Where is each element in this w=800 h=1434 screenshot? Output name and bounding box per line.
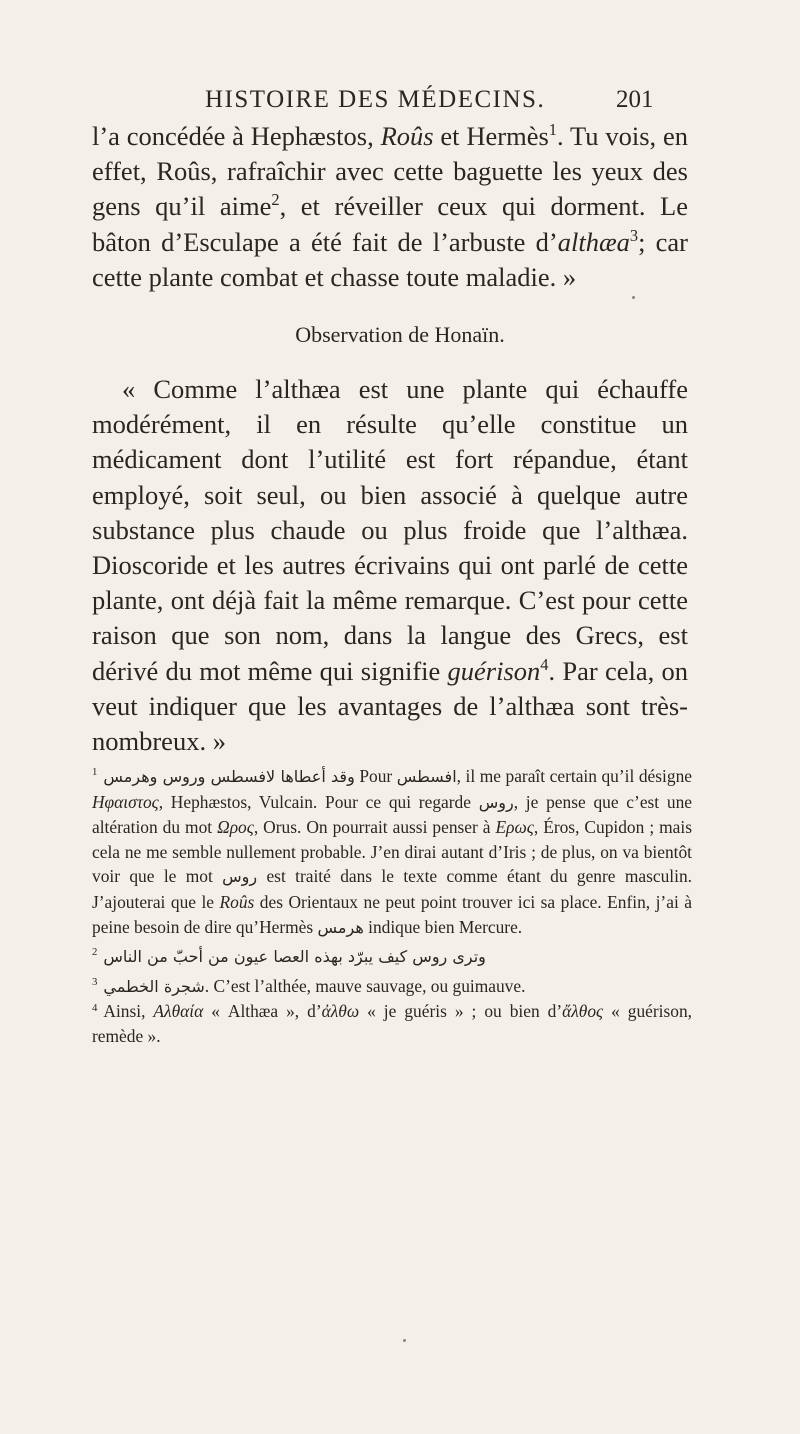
footnote-ref-3[interactable]: 3 xyxy=(629,225,639,245)
text-run: . Par cela, on veut indiquer que les avantages de l’althæa sont très-nombreux. » xyxy=(92,655,688,757)
text-run: des Orientaux ne peut point trouver ici sa place. Enfin, j’ai à peine besoin de dire qu’Hermès xyxy=(92,891,692,937)
paragraph-quote-end xyxy=(92,119,688,295)
text-run: est traité dans le texte comme étant du genre masculin. J’ajouterai que le xyxy=(92,866,692,912)
text-run: , Orus. On pourrait aussi penser à xyxy=(253,817,496,838)
greek-text: Ερως xyxy=(495,817,534,838)
arabic-text: افسطس xyxy=(396,767,457,786)
text-run: Ainsi, xyxy=(103,1001,154,1022)
text-run: . Tu vois, en effet, Roûs, rafraîchir avec cette baguette les yeux des gens qu’il aime xyxy=(92,121,688,222)
italic-roûs: Roûs xyxy=(219,891,255,912)
italic-guérison: guérison xyxy=(447,655,541,686)
text-run: . C’est l’althée, mauve sauvage, ou guimauve. xyxy=(204,975,526,996)
arabic-text: روس xyxy=(222,867,258,887)
text-run: Pour xyxy=(354,766,397,786)
footnote-1 xyxy=(92,764,692,940)
footnote-4 xyxy=(92,999,692,1048)
arabic-text: وقد أعطاها لافسطس وروس وهرمس xyxy=(103,767,355,786)
text-run: « guérison, remède ». xyxy=(92,1001,693,1046)
text-run: l’a concédée à Hephæstos, xyxy=(92,121,381,151)
arabic-text: وترى روس كيف يبرّد بهذه العصا عيون من أحبّ من الناس xyxy=(103,947,486,967)
text-run: « je guéris » ; ou bien d’ xyxy=(359,1001,563,1022)
footnote-ref-4[interactable]: 4 xyxy=(540,654,549,674)
text-run: indique bien Mercure. xyxy=(363,916,523,937)
paper-speck xyxy=(632,296,635,299)
arabic-text: روس xyxy=(478,792,514,812)
footnote-ref-1[interactable]: 1 xyxy=(548,120,558,140)
footnote-ref-2[interactable]: 2 xyxy=(271,190,280,210)
greek-text: Ηφαιστος xyxy=(92,791,159,812)
text-run: ; car cette plante combat et chasse toute maladie. » xyxy=(92,226,688,292)
text-run: et Hermès xyxy=(433,121,549,151)
text-run: , et réveiller ceux qui dorment. Le bâton d’Esculape a été fait de l’arbuste d’ xyxy=(92,191,689,257)
running-head xyxy=(0,86,800,120)
paper-speck xyxy=(403,1339,406,1342)
footnote-number: 2 xyxy=(92,946,98,959)
running-title: HISTOIRE DES MÉDECINS. xyxy=(205,86,546,113)
greek-text: ἀλθω xyxy=(321,1001,360,1022)
italic-roûs: Roûs xyxy=(380,121,434,151)
text-run: , Hephæstos, Vulcain. Pour ce qui regarde xyxy=(158,791,479,812)
footnote-3 xyxy=(92,974,692,1000)
text-run: , il me paraît certain qu’il désigne xyxy=(456,766,692,786)
footnote-number: 3 xyxy=(92,975,98,988)
text-run: « Althæa », d’ xyxy=(203,1001,322,1022)
footnote-2 xyxy=(92,944,692,970)
footnote-number: 1 xyxy=(92,766,98,779)
text-run: « Comme l’althæa est une plante qui échauffe modérément, il en résulte qu’elle constitue un médicament dont l’utilité est fort répandue, étant employé, soit seul, ou bien associé à quelque autre substance plus chaude ou plus froide que l’althæa. Dioscoride et les autres écrivains qui ont parlé de cette plante, ont déjà fait la même remarque. C’est pour cette raison que son nom, dans la langue des Grecs, est dérivé du mot même qui signifie xyxy=(92,374,688,686)
greek-text: ἄλθος xyxy=(562,1001,604,1022)
text-run: , je pense que c’est une altération du mot xyxy=(92,791,692,838)
page-number: 201 xyxy=(616,86,654,113)
footnote-number: 4 xyxy=(92,1001,98,1014)
arabic-text: شجرة الخطمي xyxy=(103,976,205,996)
italic-althæa: althæa xyxy=(557,226,630,257)
greek-text: Ωρος xyxy=(217,817,254,838)
greek-text: Αλθαία xyxy=(153,1001,204,1022)
paragraph-honain-observation xyxy=(92,372,688,759)
footnotes xyxy=(92,764,692,1049)
arabic-text: هرمس xyxy=(317,917,364,937)
text-run: , Éros, Cupidon ; mais cela ne me semble nullement probable. J’en dirai autant d’Iris ; de plus, on va bientôt voir que le mot xyxy=(92,817,693,887)
section-heading: Observation de Honaïn. xyxy=(295,322,505,347)
